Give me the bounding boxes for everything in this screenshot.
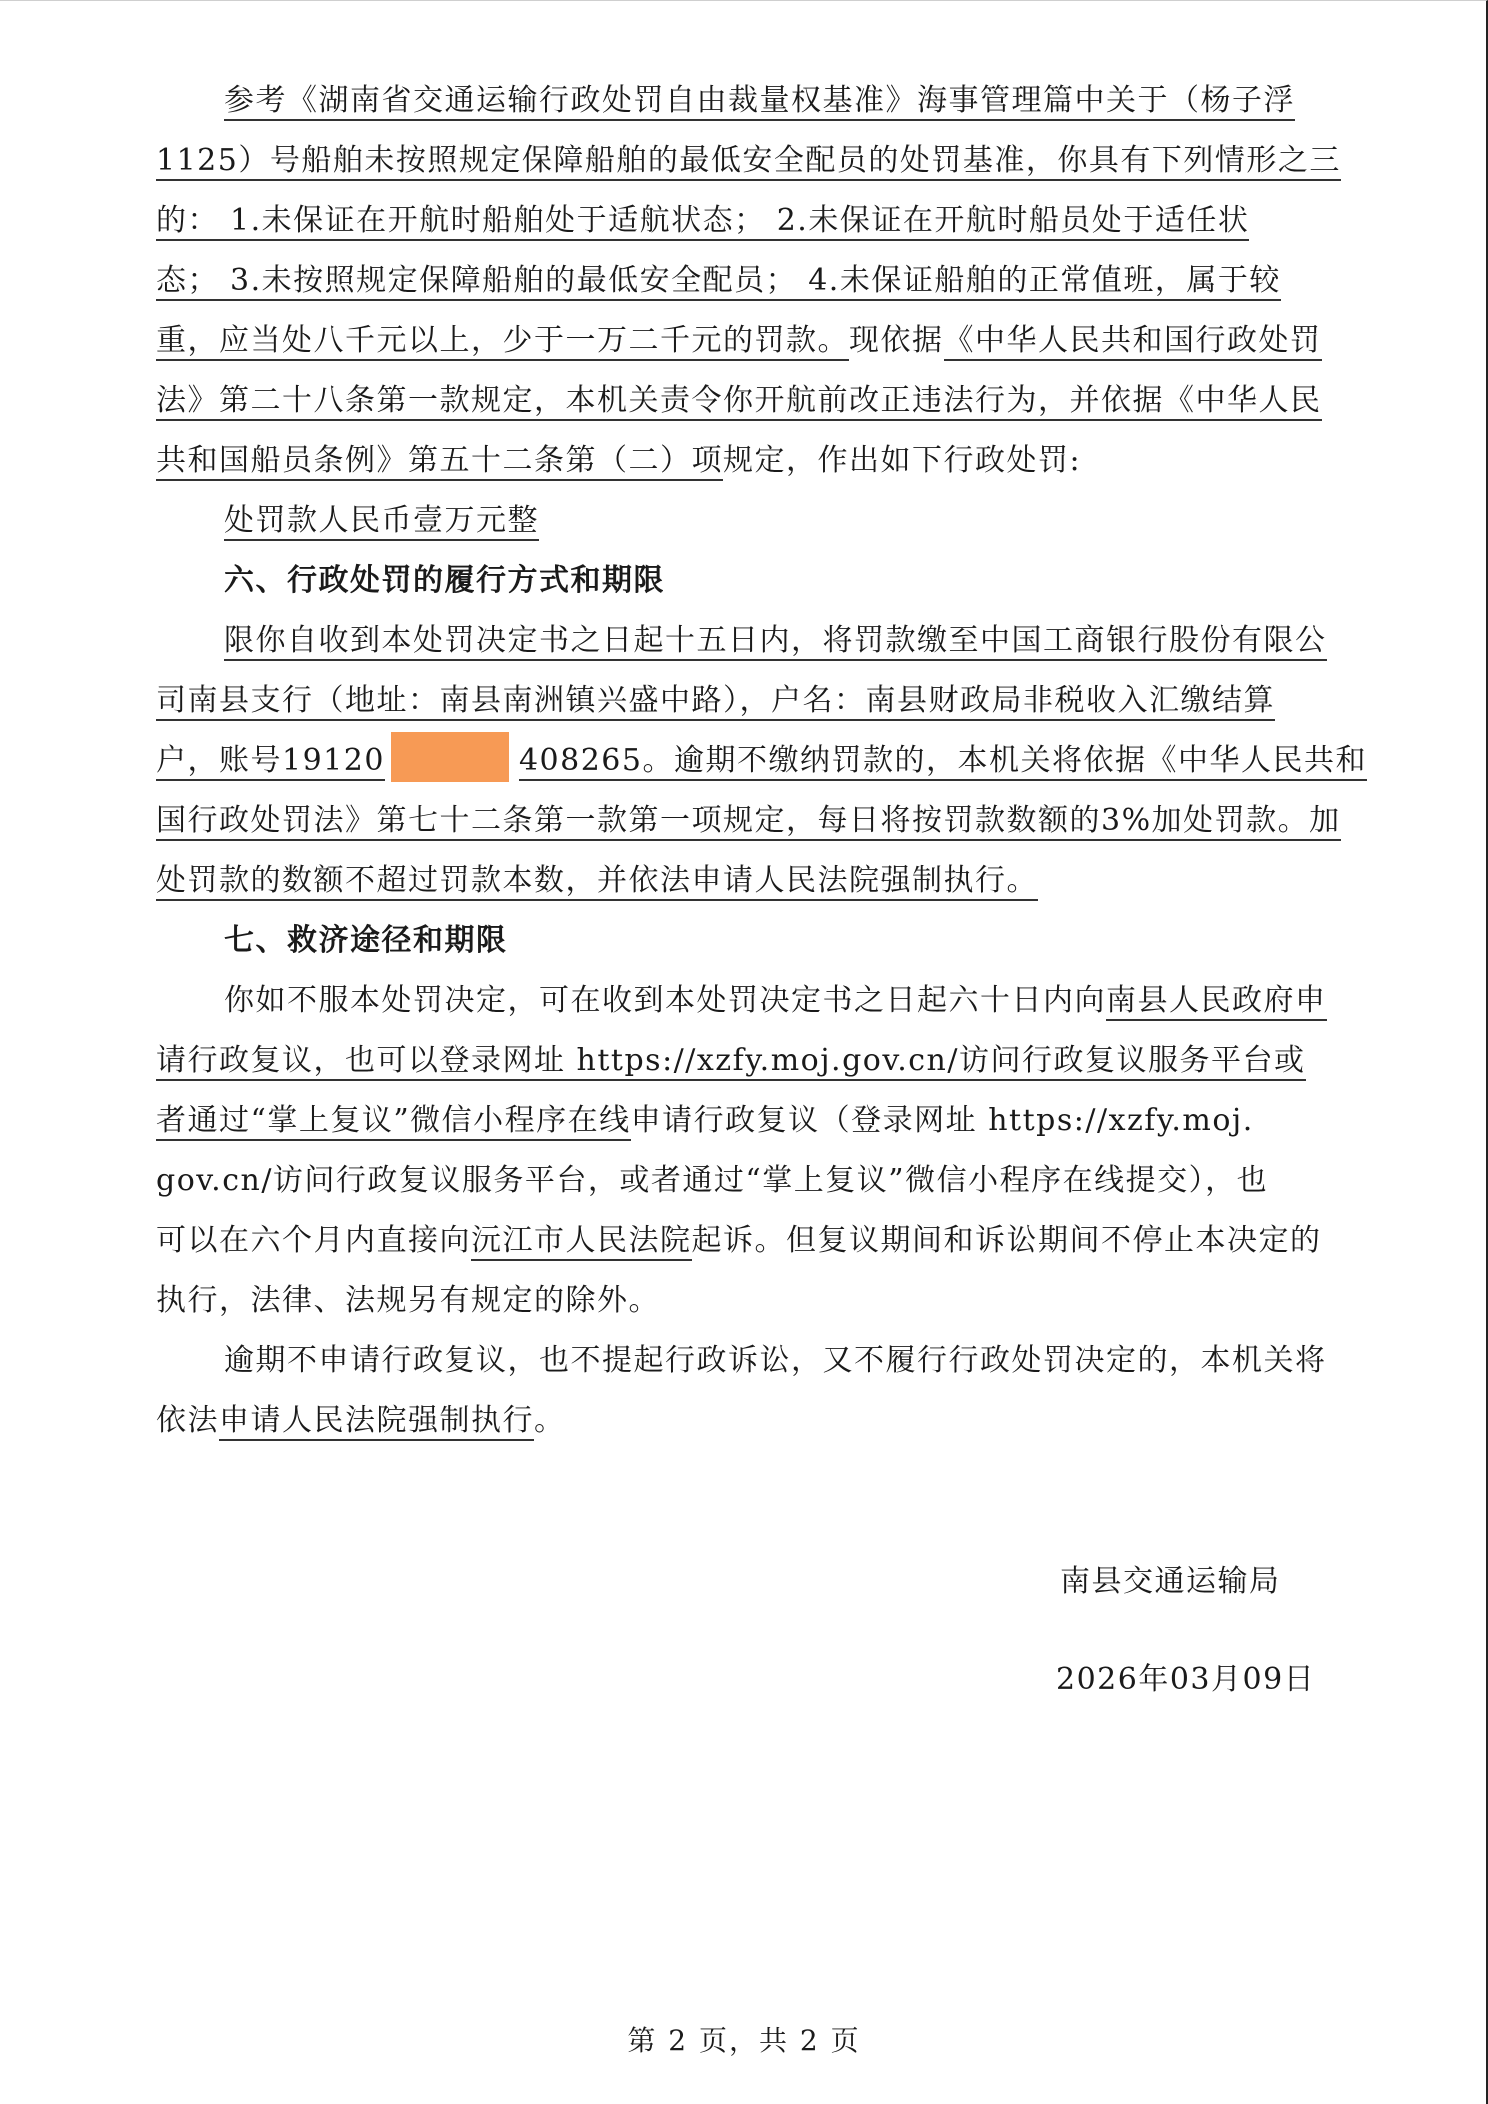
underlined-text: 《中华人民 (1164, 383, 1322, 421)
sec6-line-5 (156, 851, 1406, 911)
sec6-line-2 (156, 671, 1406, 731)
plain-text: 逾期不申请行政复议，也不提起行政诉讼，又不履行行政处罚决定的，本机关将 (224, 1343, 1327, 1378)
underlined-text: 国行政处罚法》第七十二条第一款第一项规定，每日将按罚款数额的3%加处罚款。加 (156, 803, 1341, 841)
penalty-amount: 处罚款人民币壹万元整 (224, 503, 539, 541)
sec6-line-4 (156, 791, 1406, 851)
redaction-block (391, 732, 509, 782)
sec7-line-3 (156, 1091, 1406, 1151)
underlined-text: 南县人民政府申 (1106, 983, 1327, 1021)
underlined-text: 参考《湖南省交通运输行政处罚自由裁量权基准》海事管理篇中关于（杨子浮 (224, 83, 1295, 121)
underlined-text: 户，账号19120 (156, 743, 385, 781)
underlined-text: 者通过“掌上复议”微信小程序在线 (156, 1103, 631, 1141)
document-body (156, 71, 1406, 1451)
plain-text: 。 (534, 1403, 566, 1438)
underlined-text: 司南县支行（地址：南县南洲镇兴盛中路），户名：南县财政局非税收入汇缴结算 (156, 683, 1275, 721)
issuing-authority: 南县交通运输局 (1060, 1564, 1281, 1599)
plain-text: 执行，法律、法规另有规定的除外。 (156, 1283, 660, 1318)
sec6-line-1 (156, 611, 1406, 671)
underlined-text: 的： 1.未保证在开航时船舶处于适航状态； 2.未保证在开航时船员处于适任状 (156, 203, 1249, 241)
para5-line-5 (156, 311, 1406, 371)
plain-text: 依法 (156, 1403, 219, 1438)
sec7-line-6 (156, 1271, 1406, 1331)
section-7-heading: 七、救济途径和期限 (224, 923, 508, 958)
underlined-text: 处罚款的数额不超过罚款本数，并依法申请人民法院强制执行。 (156, 863, 1038, 901)
plain-text: 申请行政复议（登录网址 https://xzfy.moj. (630, 1103, 1254, 1138)
plain-text: 可以在六个月内直接向 (156, 1223, 471, 1258)
underlined-text: 沅江市人民法院 (471, 1223, 692, 1261)
sec7-line-4 (156, 1151, 1406, 1211)
section-6-heading: 六、行政处罚的履行方式和期限 (224, 563, 665, 598)
underlined-text: 《中华人民共和国行政处罚 (944, 323, 1322, 361)
para5-line-4 (156, 251, 1406, 311)
para5-line-2 (156, 131, 1406, 191)
sec7-line-2 (156, 1031, 1406, 1091)
underlined-text: 法》第二十八条第一款规定，本机关责令你开航前改正违法行为，并依据 (156, 383, 1164, 421)
sec7-line-1 (156, 971, 1406, 1031)
underlined-text: 1125）号船舶未按照规定保障船舶的最低安全配员的处罚基准，你具有下列情形之三 (156, 143, 1341, 181)
sec7-line-5 (156, 1211, 1406, 1271)
underlined-text: 请行政复议，也可以登录网址 https://xzfy.moj.gov.cn/访问行政复议服务平台或 (156, 1043, 1306, 1081)
plain-text: 规定，作出如下行政处罚: (723, 443, 1082, 478)
sec7-para2-line-1 (156, 1331, 1406, 1391)
para5-line-6 (156, 371, 1406, 431)
para5-line-3 (156, 191, 1406, 251)
para5-line-7 (156, 431, 1406, 491)
plain-text: 现依据 (849, 323, 944, 358)
issue-date: 2026年03月09日 (1056, 1662, 1316, 1697)
page-number: 第 2 页，共 2 页 (627, 2024, 861, 2057)
sec7-para2-line-2 (156, 1391, 1406, 1451)
plain-text: 起诉。但复议期间和诉讼期间不停止本决定的 (691, 1223, 1322, 1258)
para5-line-1 (156, 71, 1406, 131)
plain-text: 你如不服本处罚决定，可在收到本处罚决定书之日起六十日内向 (224, 983, 1106, 1018)
underlined-text: 共和国船员条例》第五十二条第（二）项 (156, 443, 723, 481)
underlined-text: 408265。逾期不缴纳罚款的，本机关将依据《中华人民共和 (519, 743, 1367, 781)
underlined-text: 限你自收到本处罚决定书之日起十五日内，将罚款缴至中国工商银行股份有限公 (224, 623, 1327, 661)
sec6-line-3 (156, 731, 1406, 791)
penalty-line (156, 491, 1406, 551)
plain-text: gov.cn/访问行政复议服务平台，或者通过“掌上复议”微信小程序在线提交），也 (156, 1163, 1269, 1198)
underlined-text: 态； 3.未按照规定保障船舶的最低安全配员； 4.未保证船舶的正常值班，属于较 (156, 263, 1281, 301)
underlined-text: 申请人民法院强制执行 (219, 1403, 534, 1441)
underlined-text: 重，应当处八千元以上，少于一万二千元的罚款。 (156, 323, 849, 361)
